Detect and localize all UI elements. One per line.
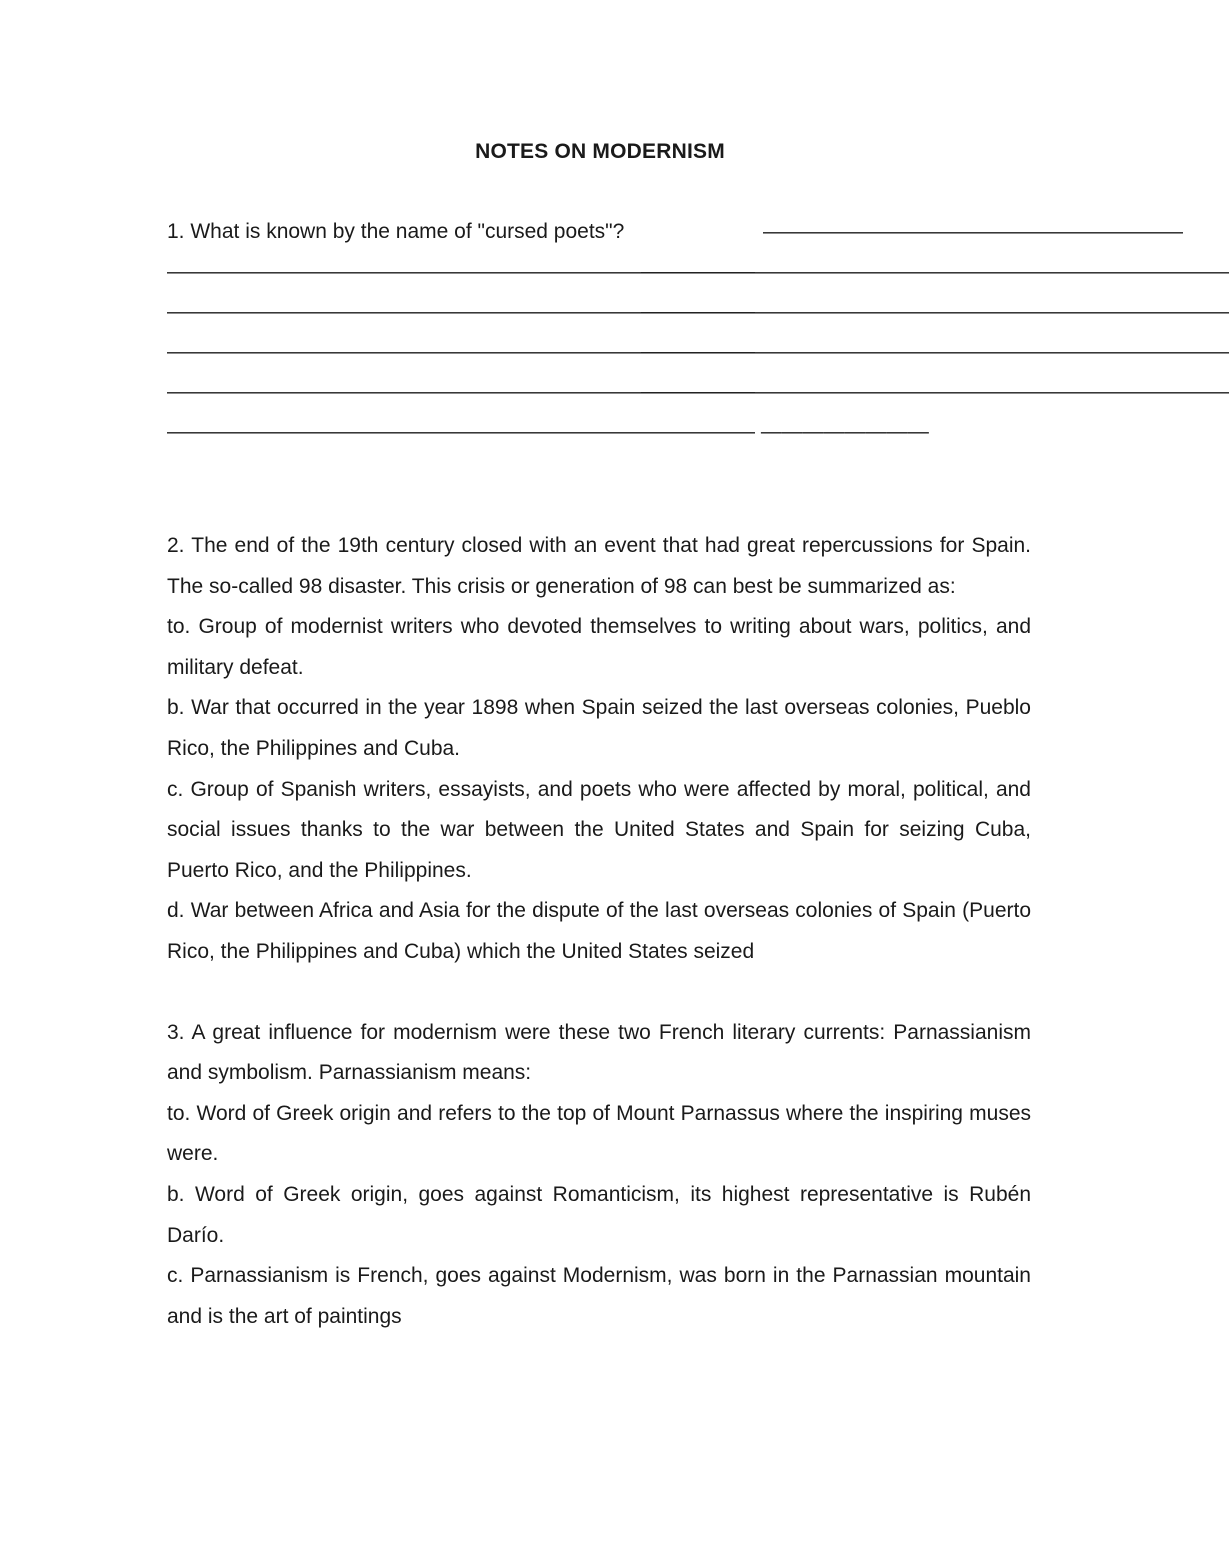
answer-blank: ————————————————————————————: [641, 340, 1229, 363]
question-2-option-a: to. Group of modernist writers who devoted themselves to writing about wars, politics, and military defeat.: [167, 615, 1031, 679]
question-3-option-c: c. Parnassianism is French, goes against Modernism, was born in the Parnassian mountain and is the art of paintings: [167, 1264, 1031, 1328]
question-1-text: 1. What is known by the name of "cursed poets"?: [167, 220, 625, 243]
question-2-option-c: c. Group of Spanish writers, essayists, and poets who were affected by moral, political, and social issues thanks to the war between the United States and Spain for seizing Cuba, Puerto Rico, and the Philippines.: [167, 777, 1031, 882]
question-1: [167, 220, 1183, 252]
answer-blank: ————————————————————————————: [167, 340, 755, 363]
question-3-stem: 3. A great influence for modernism were these two French literary currents: Parnassianism and symbolism. Parnassianism means:: [167, 1020, 1031, 1085]
answer-blank-row: [167, 332, 1229, 372]
answer-blank-row: [167, 252, 1229, 292]
answer-blank: ————————————————————————————: [167, 380, 755, 403]
answer-blank-row: [167, 372, 1229, 412]
answer-blank: ————————————————————————————: [167, 260, 755, 283]
answer-blank-last: ———————————————————————————— ————————: [167, 420, 929, 443]
question-2-option-d: d. War between Africa and Asia for the dispute of the last overseas colonies of Spain (Puerto Rico, the Philippines and Cuba) which the United States seized: [167, 899, 1031, 963]
question-3-option-a: to. Word of Greek origin and refers to the top of Mount Parnassus where the inspiring muses were.: [167, 1101, 1031, 1166]
answer-blank: ————————————————————: [763, 220, 1183, 243]
answer-blank: ————————————————————————————: [641, 380, 1229, 403]
answer-blank: ————————————————————————————: [641, 260, 1229, 283]
answer-blank-row: [167, 292, 1229, 332]
question-2-stem: 2. The end of the 19th century closed with an event that had great repercussions for Spain. The so-called 98 disaster. This crisis or generation of 98 can best be summarized as:: [167, 534, 1031, 598]
question-2-option-b: b. War that occurred in the year 1898 when Spain seized the last overseas colonies, Pueblo Rico, the Philippines and Cuba.: [167, 696, 1031, 760]
answer-blank: ————————————————————————————: [641, 300, 1229, 323]
answer-blank: ————————————————————————————: [167, 300, 755, 323]
question-3-option-b: b. Word of Greek origin, goes against Romanticism, its highest representative is Rubén Darío.: [167, 1182, 1031, 1247]
page-title: NOTES ON MODERNISM: [475, 140, 725, 163]
document-body: [167, 220, 1229, 1337]
